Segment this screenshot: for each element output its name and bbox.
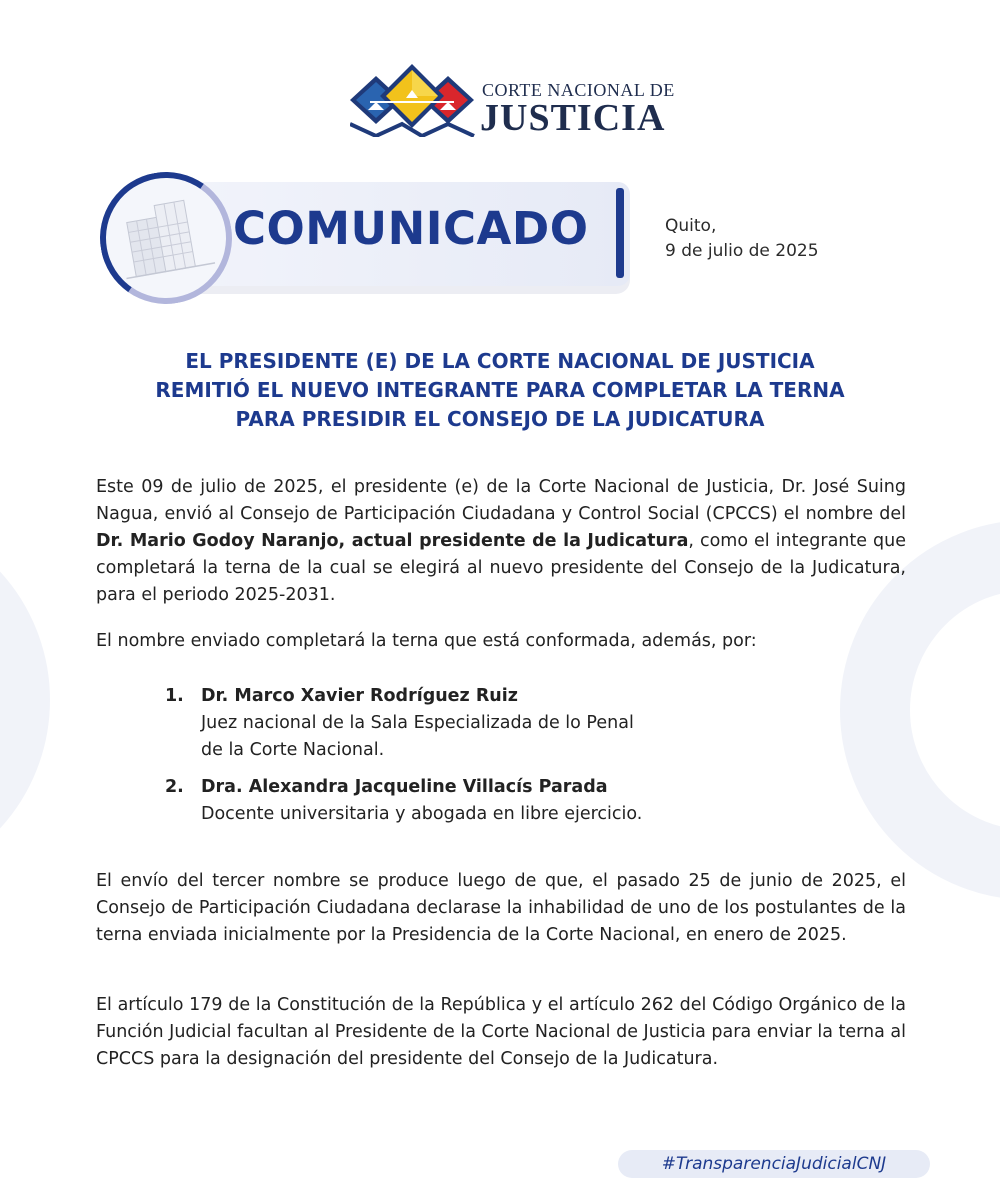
list-item-number: 2. <box>165 777 184 797</box>
date: 9 de julio de 2025 <box>665 241 819 261</box>
paragraph-1 <box>96 474 906 609</box>
paragraph-1-bold: Dr. Mario Godoy Naranjo, actual presidente de la Judicatura <box>96 531 689 551</box>
list-item-name: Dr. Marco Xavier Rodríguez Ruiz <box>201 686 518 706</box>
paragraph-2: El nombre enviado completará la terna que está conformada, además, por: <box>96 631 757 651</box>
cnj-logo <box>350 62 675 142</box>
place-date <box>665 214 819 264</box>
building-icon <box>114 191 217 285</box>
banner-accent-bar <box>616 188 624 278</box>
hashtag-badge: #TransparenciaJudicialCNJ <box>618 1150 930 1178</box>
logo-text-line2: JUSTICIA <box>480 97 666 139</box>
paragraph-4: El artículo 179 de la Constitución de la República y el artículo 262 del Código Orgánico de la Función Judicial facultan al Presidente de la Corte Nacional de Justicia para enviar la terna al CPCCS para la designación del presidente del Consejo de la Judicatura. <box>96 995 906 1069</box>
list-item <box>165 683 805 764</box>
logo-text-line1: CORTE NACIONAL DE <box>482 80 675 100</box>
list-item-number: 1. <box>165 686 184 706</box>
paragraph-1-a: Este 09 de julio de 2025, el presidente (e) de la Corte Nacional de Justicia, Dr. José Suing Nagua, envió al Consejo de Participación Ciudadana y Control Social (CPCCS) el nombre del <box>96 477 906 524</box>
headline <box>110 347 890 434</box>
list-item <box>165 774 805 828</box>
candidate-list <box>165 683 805 838</box>
list-item-desc: Juez nacional de la Sala Especializada de lo Penal <box>201 713 634 733</box>
list-item-desc: de la Corte Nacional. <box>201 740 385 760</box>
paragraph-1-b: , como el integrante que completará la terna de la cual se elegirá al nuevo presidente del Consejo de la Judicatura, para el periodo 2025-2031. <box>96 531 906 605</box>
headline-line1: EL PRESIDENTE (E) DE LA CORTE NACIONAL DE JUSTICIA <box>185 349 815 373</box>
comunicado-banner <box>100 172 640 302</box>
banner-title: COMUNICADO <box>233 202 589 255</box>
paragraph-3: El envío del tercer nombre se produce luego de que, el pasado 25 de junio de 2025, el Consejo de Participación Ciudadana declarase la inhabilidad de uno de los postulantes de la terna enviada inicialmente por la Presidencia de la Corte Nacional, en enero de 2025. <box>96 871 906 945</box>
decorative-ring-left <box>0 510 50 890</box>
headline-line2: REMITIÓ EL NUEVO INTEGRANTE PARA COMPLETAR LA TERNA <box>155 378 845 402</box>
place: Quito, <box>665 216 717 236</box>
list-item-desc: Docente universitaria y abogada en libre ejercicio. <box>201 804 643 824</box>
cnj-emblem-icon <box>350 62 475 137</box>
list-item-name: Dra. Alexandra Jacqueline Villacís Parada <box>201 777 608 797</box>
headline-line3: PARA PRESIDIR EL CONSEJO DE LA JUDICATURA <box>235 407 765 431</box>
